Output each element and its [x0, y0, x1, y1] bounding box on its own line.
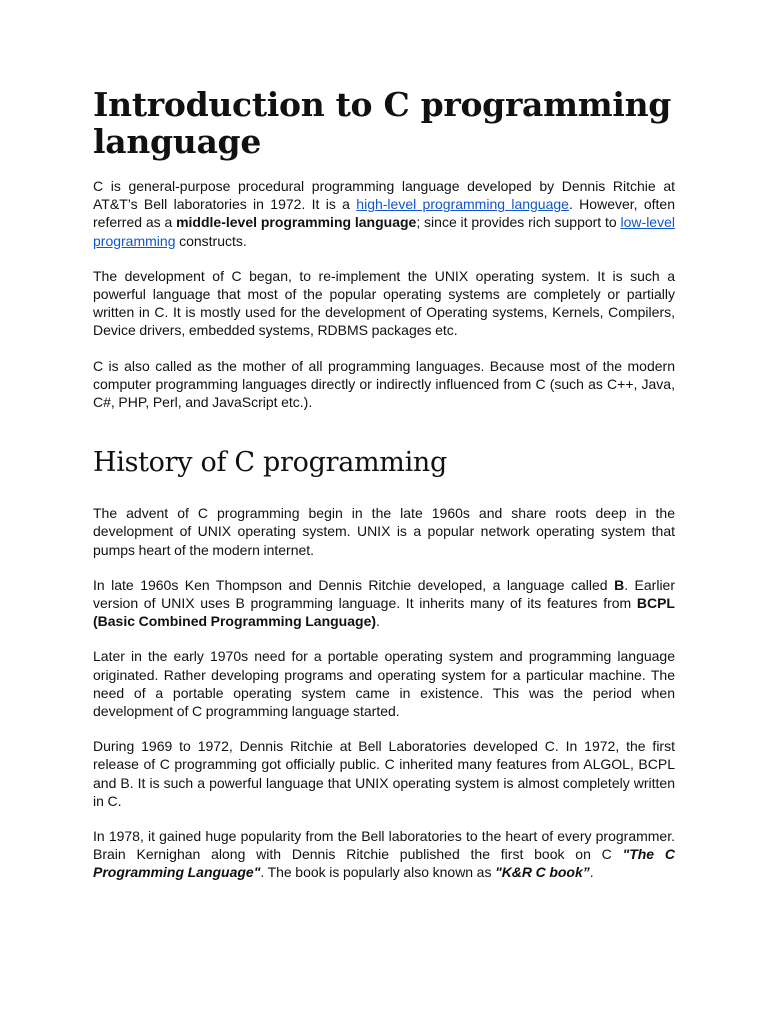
kr-book-bold-italic: "K&R C book”	[495, 864, 590, 881]
history-p5-text-1: In 1978, it gained huge popularity from the Bell laboratories to the heart of every programmer. Brain Kernighan along with Dennis Ritchie published the first book on C	[93, 828, 675, 863]
history-paragraph-5	[93, 827, 675, 882]
low-level-programming-link[interactable]: low-level programming	[93, 214, 675, 249]
intro-paragraph-3: C is also called as the mother of all programming languages. Because most of the modern computer programming languages directly or indirectly influenced from C (such as C++, Java, C#, PHP, Perl, and JavaScript etc.).	[93, 357, 675, 411]
history-p5-text-2: . The book is popularly also known as	[260, 864, 496, 881]
intro-paragraph-2: The development of C began, to re-implement the UNIX operating system. It is such a powerful language that most of the popular operating systems are completely or partially written in C. It is mostly used for the development of Operating systems, Kernels, Compilers, Device drivers, embedded systems, RDBMS packages etc.	[93, 267, 675, 339]
history-paragraph-4: During 1969 to 1972, Dennis Ritchie at Bell Laboratories developed C. In 1972, the first release of C programming got officially public. C inherited many features from ALGOL, BCPL and B. It is such a powerful language that UNIX operating system is almost completely written in C.	[93, 738, 675, 809]
history-heading: History of C programming	[93, 447, 448, 479]
intro-p1-text-4: constructs.	[175, 232, 247, 249]
document-page	[93, 86, 675, 899]
intro-p1-text-3: ; since it provides rich support to	[416, 214, 621, 231]
history-p2-text-1: In late 1960s Ken Thompson and Dennis Ritchie developed, a language called	[93, 576, 615, 593]
history-p2-text-3: .	[376, 613, 380, 630]
intro-heading: Introduction to C programming language	[93, 85, 672, 161]
language-b-bold: B	[614, 576, 625, 593]
history-p5-text-3: .	[589, 864, 594, 881]
history-paragraph-3: Later in the early 1970s need for a portable operating system and programming language originated. Rather developing programs and operating system for a particular machine. The need of a portable operating system came in existence. This was the period when development of C programming language started.	[93, 648, 675, 720]
middle-level-bold: middle-level programming language	[176, 214, 417, 231]
intro-paragraph-1	[93, 177, 675, 250]
intro-p1-text-2: . However, often referred as a	[93, 196, 676, 231]
history-paragraph-2	[93, 576, 675, 631]
history-paragraph-1: The advent of C programming begin in the late 1960s and share roots deep in the development of UNIX operating system. UNIX is a popular network operating system that pumps heart of the modern internet.	[93, 505, 675, 558]
intro-p1-text-1: C is general-purpose procedural programming language developed by Dennis Ritchie at AT&T’s Bell laboratories in 1972. It is a	[93, 178, 675, 213]
history-p2-text-2: . Earlier version of UNIX uses B programming language. It inherits many of its features from	[93, 576, 676, 612]
high-level-programming-link[interactable]: high-level programming language	[356, 196, 569, 213]
book-title-bold-italic: "The C Programming Language"	[93, 846, 675, 881]
bcpl-bold: BCPL (Basic Combined Programming Language)	[93, 595, 675, 630]
